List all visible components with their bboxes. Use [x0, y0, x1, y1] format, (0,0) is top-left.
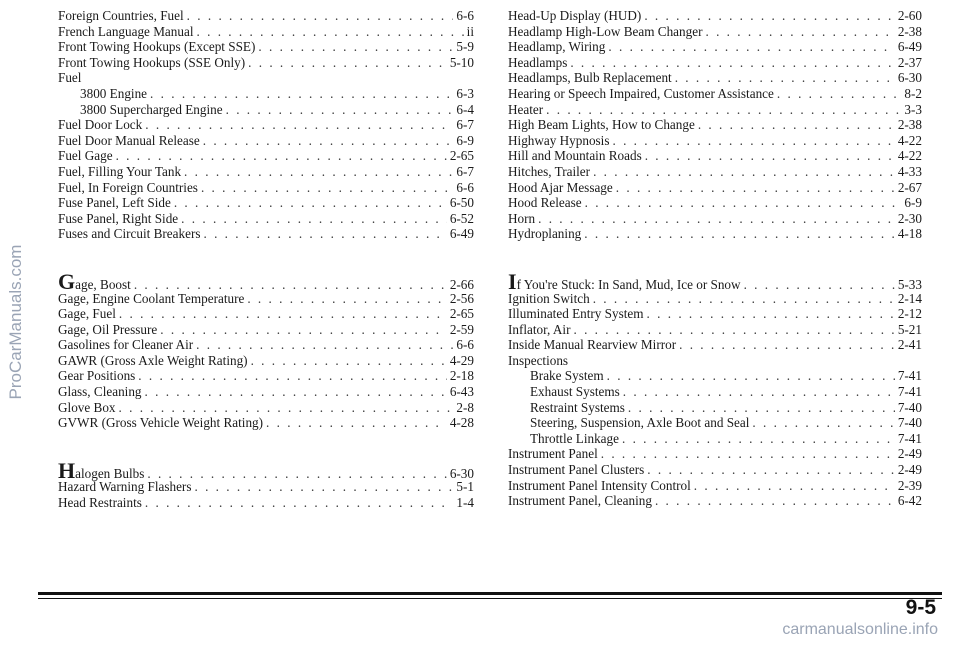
- index-entry[interactable]: [58, 306, 474, 322]
- dot-leader: [181, 211, 447, 227]
- entry-title: High Beam Lights, How to Change: [508, 117, 695, 133]
- dot-leader: [247, 291, 446, 307]
- dot-leader: [777, 86, 902, 102]
- dot-leader: [145, 117, 453, 133]
- dot-leader: [197, 24, 464, 40]
- entry-page-number: 2-41: [897, 337, 922, 353]
- dot-leader: [138, 368, 447, 384]
- index-entry[interactable]: [508, 268, 922, 294]
- entry-title: Fuel, In Foreign Countries: [58, 179, 198, 195]
- entry-title: Fuel Gage: [58, 148, 113, 164]
- dot-leader: [698, 117, 895, 133]
- index-entry[interactable]: [58, 70, 474, 86]
- dot-leader: [628, 400, 895, 416]
- section-initial-letter: G: [58, 268, 76, 294]
- dot-leader: [644, 8, 895, 24]
- index-entry[interactable]: [508, 102, 922, 118]
- entry-title: Front Towing Hookups (SSE Only): [58, 54, 246, 70]
- entry-title: Fuses and Circuit Breakers: [58, 226, 201, 242]
- entry-page-number: 2-38: [897, 117, 922, 133]
- entry-page-number: ii: [466, 23, 474, 39]
- entry-title: Inside Manual Rearview Mirror: [508, 337, 677, 353]
- dot-leader: [622, 431, 895, 447]
- entry-page-number: 6-6: [456, 8, 474, 23]
- index-entry[interactable]: [58, 117, 474, 133]
- entry-page-number: 6-42: [897, 493, 922, 509]
- entry-title: Fuel Door Manual Release: [58, 132, 200, 148]
- index-entry[interactable]: [58, 226, 474, 242]
- dot-leader: [647, 462, 895, 478]
- index-entry[interactable]: [58, 211, 474, 227]
- index-entry[interactable]: [58, 337, 474, 353]
- index-entry[interactable]: [508, 148, 922, 164]
- entry-page-number: 6-49: [449, 226, 474, 242]
- index-entry[interactable]: [508, 478, 922, 494]
- index-subentry[interactable]: [508, 415, 922, 431]
- index-entry[interactable]: [508, 493, 922, 509]
- index-entry[interactable]: [58, 384, 474, 400]
- dot-leader: [616, 180, 895, 196]
- entry-title: Front Towing Hookups (Except SSE): [58, 39, 256, 55]
- index-entry[interactable]: [508, 322, 922, 338]
- entry-title: Glass, Cleaning: [58, 384, 142, 400]
- entry-page-number: 2-65: [449, 148, 474, 164]
- entry-title: Gage, Engine Coolant Temperature: [58, 290, 245, 306]
- footer-rule-thin: [38, 598, 942, 599]
- entry-title: Fuel: [58, 70, 82, 86]
- entry-title: Illuminated Entry System: [508, 306, 644, 322]
- dot-leader: [266, 415, 447, 431]
- index-entry[interactable]: [508, 226, 922, 242]
- entry-page-number: 4-22: [897, 132, 922, 148]
- index-entry[interactable]: [508, 211, 922, 227]
- index-entry[interactable]: [58, 368, 474, 384]
- section-initial-letter: I: [508, 268, 517, 294]
- dot-leader: [593, 164, 895, 180]
- dot-leader: [203, 226, 446, 242]
- entry-page-number: 7-41: [897, 368, 922, 384]
- index-entry[interactable]: [58, 8, 474, 24]
- entry-page-number: 2-59: [449, 321, 474, 337]
- dot-leader: [184, 164, 453, 180]
- entry-title: Heater: [508, 101, 544, 117]
- index-left-column: [58, 8, 474, 511]
- index-right-column: [508, 8, 922, 509]
- dot-leader: [201, 180, 453, 196]
- index-entry[interactable]: [58, 353, 474, 369]
- index-subentry[interactable]: [508, 384, 922, 400]
- entry-page-number: 6-7: [456, 163, 474, 179]
- entry-title: Brake System: [530, 368, 604, 384]
- entry-page-number: 6-7: [456, 117, 474, 133]
- dot-leader: [705, 24, 894, 40]
- dot-leader: [203, 133, 454, 149]
- entry-page-number: 2-67: [897, 179, 922, 195]
- index-entry[interactable]: [508, 164, 922, 180]
- dot-leader: [694, 478, 895, 494]
- entry-title: Steering, Suspension, Axle Boot and Seal: [530, 415, 750, 431]
- entry-page-number: 2-66: [449, 276, 474, 292]
- dot-leader: [194, 479, 453, 495]
- entry-title: French Language Manual: [58, 23, 194, 39]
- entry-page-number: 7-41: [897, 384, 922, 400]
- dot-leader: [655, 493, 895, 509]
- index-entry[interactable]: [508, 133, 922, 149]
- entry-page-number: 4-18: [897, 226, 922, 242]
- entry-title-rest: alogen Bulbs: [75, 465, 145, 481]
- entry-page-number: 5-21: [897, 321, 922, 337]
- entry-page-number: 2-38: [897, 23, 922, 39]
- index-entry[interactable]: [58, 415, 474, 431]
- index-subentry[interactable]: [508, 368, 922, 384]
- entry-title-rest: f You're Stuck: In Sand, Mud, Ice or Snow: [516, 276, 741, 292]
- dot-leader: [675, 70, 895, 86]
- entry-title: Headlamps, Bulb Replacement: [508, 70, 672, 86]
- entry-title: Hazard Warning Flashers: [58, 479, 192, 495]
- dot-leader: [226, 102, 454, 118]
- section-initial-letter: H: [58, 457, 76, 483]
- entry-title: Gage, Oil Pressure: [58, 321, 158, 337]
- section-gap: [58, 431, 474, 464]
- section-gap: [58, 242, 474, 275]
- dot-leader: [196, 337, 453, 353]
- entry-page-number: 2-65: [449, 306, 474, 322]
- dot-leader: [585, 195, 902, 211]
- index-entry[interactable]: [58, 24, 474, 40]
- index-entry[interactable]: [508, 446, 922, 462]
- entry-page-number: 6-30: [897, 70, 922, 86]
- index-entry[interactable]: [508, 70, 922, 86]
- entry-page-number: 2-12: [897, 306, 922, 322]
- dot-leader: [593, 291, 895, 307]
- entry-page-number: 4-28: [449, 415, 474, 431]
- dot-leader: [623, 384, 895, 400]
- entry-title: Throttle Linkage: [530, 430, 619, 446]
- entry-page-number: 2-8: [456, 399, 474, 415]
- entry-page-number: 2-18: [449, 368, 474, 384]
- entry-title: Exhaust Systems: [530, 384, 620, 400]
- entry-page-number: 5-9: [456, 39, 474, 55]
- entry-title: Head Restraints: [58, 495, 142, 511]
- dot-leader: [251, 353, 447, 369]
- entry-page-number: 6-6: [456, 337, 474, 353]
- entry-title: Gear Positions: [58, 368, 136, 384]
- entry-page-number: 6-43: [449, 384, 474, 400]
- entry-title: Headlamps: [508, 54, 568, 70]
- dot-leader: [258, 39, 453, 55]
- dot-leader: [174, 195, 447, 211]
- index-entry[interactable]: [58, 268, 474, 294]
- entry-title: GVWR (Gross Vehicle Weight Rating): [58, 415, 264, 431]
- dot-leader: [647, 306, 895, 322]
- index-subentry[interactable]: [508, 431, 922, 447]
- entry-title: Head-Up Display (HUD): [508, 8, 642, 23]
- dot-leader: [645, 148, 895, 164]
- dot-leader: [752, 415, 894, 431]
- entry-title: Instrument Panel, Cleaning: [508, 493, 652, 509]
- entry-title: Hill and Mountain Roads: [508, 148, 642, 164]
- entry-title: Highway Hypnosis: [508, 132, 610, 148]
- index-entry[interactable]: [58, 322, 474, 338]
- index-entry[interactable]: [58, 495, 474, 511]
- dot-leader: [546, 102, 901, 118]
- dot-leader: [584, 226, 895, 242]
- index-entry[interactable]: [58, 133, 474, 149]
- index-entry[interactable]: [58, 195, 474, 211]
- entry-title: Instrument Panel Intensity Control: [508, 477, 691, 493]
- dot-leader: [573, 322, 894, 338]
- entry-title: Hitches, Trailer: [508, 163, 591, 179]
- index-entry[interactable]: [508, 8, 922, 24]
- entry-title: Hydroplaning: [508, 226, 582, 242]
- entry-page-number: 4-33: [897, 163, 922, 179]
- entry-page-number: 2-49: [897, 446, 922, 462]
- dot-leader: [145, 495, 454, 511]
- entry-title: Fuel Door Lock: [58, 117, 143, 133]
- page-number: 9-5: [905, 596, 936, 619]
- footer-rule-thick: [38, 592, 942, 595]
- entry-page-number: 2-30: [897, 210, 922, 226]
- dot-leader: [119, 306, 447, 322]
- dot-leader: [601, 446, 895, 462]
- index-entry[interactable]: [58, 148, 474, 164]
- index-entry[interactable]: [58, 291, 474, 307]
- entry-page-number: 2-39: [897, 477, 922, 493]
- side-watermark-text: ProCarManuals.com: [6, 244, 25, 400]
- entry-title: Fuse Panel, Left Side: [58, 195, 171, 211]
- index-entry[interactable]: [508, 24, 922, 40]
- entry-title: Headlamp, Wiring: [508, 39, 606, 55]
- entry-title: Headlamp High-Low Beam Changer: [508, 23, 703, 39]
- entry-page-number: 2-56: [449, 290, 474, 306]
- entry-title: Restraint Systems: [530, 399, 625, 415]
- entry-page-number: 2-14: [897, 290, 922, 306]
- dot-leader: [570, 55, 894, 71]
- index-entry[interactable]: [58, 39, 474, 55]
- entry-title: Hearing or Speech Impaired, Customer Assistance: [508, 85, 774, 101]
- index-entry[interactable]: [58, 55, 474, 71]
- entry-page-number: 6-4: [456, 101, 474, 117]
- index-subentry[interactable]: [58, 102, 474, 118]
- entry-page-number: 6-3: [456, 85, 474, 101]
- index-entry[interactable]: [58, 164, 474, 180]
- entry-title: Hood Ajar Message: [508, 179, 613, 195]
- index-subentry[interactable]: [58, 86, 474, 102]
- entry-page-number: 6-50: [449, 195, 474, 211]
- dot-leader: [187, 8, 454, 24]
- entry-title: Fuel, Filling Your Tank: [58, 163, 182, 179]
- entry-page-number: 5-10: [449, 54, 474, 70]
- index-entry[interactable]: [508, 353, 922, 369]
- dot-leader: [160, 322, 447, 338]
- entry-title-rest: age, Boost: [75, 276, 131, 292]
- entry-title: Hood Release: [508, 195, 582, 211]
- dot-leader: [145, 384, 447, 400]
- entry-page-number: 6-9: [456, 132, 474, 148]
- entry-title: Inspections: [508, 352, 569, 368]
- entry-page-number: 2-37: [897, 54, 922, 70]
- index-entry[interactable]: [508, 55, 922, 71]
- entry-title: Horn: [508, 210, 536, 226]
- index-entry[interactable]: [508, 180, 922, 196]
- entry-page-number: 6-49: [897, 39, 922, 55]
- index-entry[interactable]: [508, 117, 922, 133]
- index-entry[interactable]: [508, 462, 922, 478]
- index-entry[interactable]: [508, 195, 922, 211]
- entry-title: Instrument Panel Clusters: [508, 462, 645, 478]
- index-entry[interactable]: [58, 400, 474, 416]
- entry-page-number: 2-49: [897, 462, 922, 478]
- entry-page-number: 7-41: [897, 430, 922, 446]
- dot-leader: [538, 211, 895, 227]
- entry-title: Fuse Panel, Right Side: [58, 210, 179, 226]
- section-gap: [508, 242, 922, 275]
- index-entry[interactable]: [508, 86, 922, 102]
- entry-page-number: 4-29: [449, 352, 474, 368]
- entry-title: 3800 Supercharged Engine: [80, 101, 223, 117]
- index-entry[interactable]: [508, 306, 922, 322]
- entry-page-number: 6-52: [449, 210, 474, 226]
- entry-page-number: 5-33: [897, 276, 922, 292]
- footer-watermark: carmanualsonline.info: [782, 621, 938, 638]
- side-watermark: [2, 0, 30, 645]
- entry-page-number: 8-2: [904, 85, 922, 101]
- entry-page-number: 3-3: [904, 101, 922, 117]
- dot-leader: [116, 148, 447, 164]
- entry-title: Foreign Countries, Fuel: [58, 8, 184, 23]
- entry-title: GAWR (Gross Axle Weight Rating): [58, 352, 248, 368]
- entry-page-number: 6-30: [449, 465, 474, 481]
- entry-page-number: 1-4: [456, 495, 474, 511]
- index-entry[interactable]: [58, 457, 474, 483]
- dot-leader: [248, 55, 447, 71]
- entry-page-number: 2-60: [897, 8, 922, 23]
- entry-title: Glove Box: [58, 399, 116, 415]
- entry-page-number: 6-9: [904, 195, 922, 211]
- dot-leader: [612, 133, 894, 149]
- index-entry[interactable]: [58, 479, 474, 495]
- dot-leader: [679, 337, 895, 353]
- index-entry[interactable]: [508, 291, 922, 307]
- entry-page-number: 4-22: [897, 148, 922, 164]
- entry-title: Inflator, Air: [508, 321, 571, 337]
- dot-leader: [607, 368, 895, 384]
- dot-leader: [119, 400, 454, 416]
- entry-title: Gasolines for Cleaner Air: [58, 337, 194, 353]
- entry-title: Instrument Panel: [508, 446, 598, 462]
- entry-title: Ignition Switch: [508, 290, 590, 306]
- dot-leader: [150, 86, 453, 102]
- entry-page-number: 5-1: [456, 479, 474, 495]
- index-entry[interactable]: [58, 180, 474, 196]
- index-entry[interactable]: [508, 39, 922, 55]
- entry-page-number: 6-6: [456, 179, 474, 195]
- entry-title: Gage, Fuel: [58, 306, 116, 322]
- entry-title: 3800 Engine: [80, 85, 148, 101]
- index-subentry[interactable]: [508, 400, 922, 416]
- entry-page-number: 7-40: [897, 399, 922, 415]
- dot-leader: [608, 39, 894, 55]
- index-entry[interactable]: [508, 337, 922, 353]
- entry-page-number: 7-40: [897, 415, 922, 431]
